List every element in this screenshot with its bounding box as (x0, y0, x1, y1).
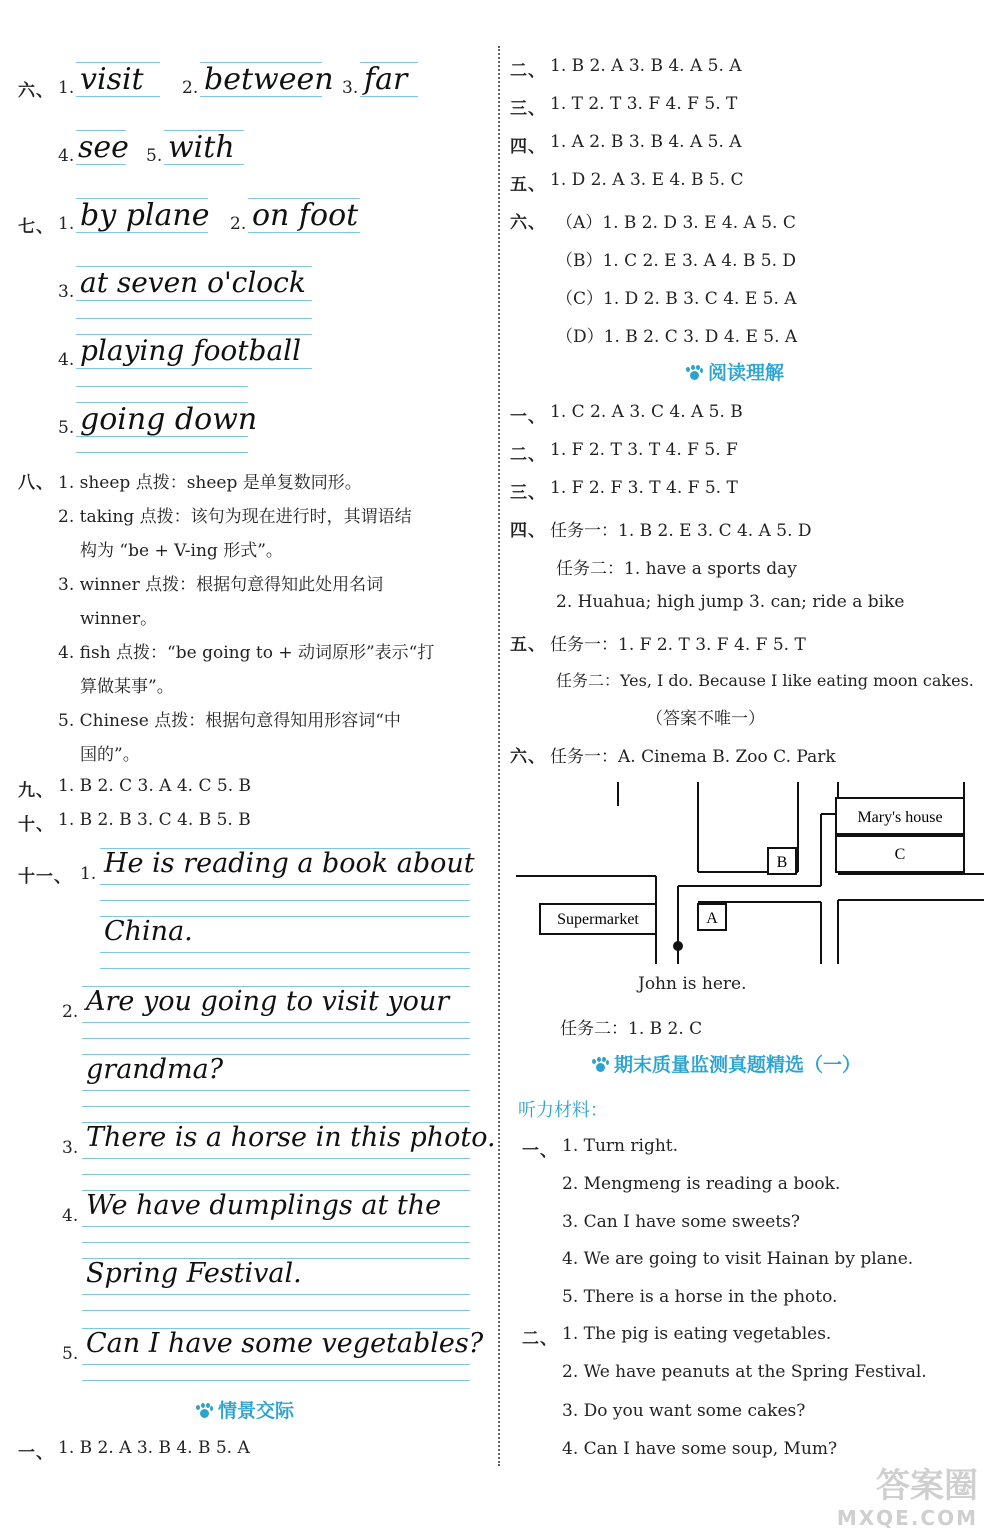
marys-house-label: Mary's house (857, 809, 943, 826)
reading-section-5-label: 五、 (510, 635, 546, 655)
handwritten-answer: on foot (252, 198, 359, 233)
handwritten-answer: see (78, 130, 129, 165)
explanation-line: winner。 (80, 609, 158, 629)
john-location-marker (673, 941, 683, 951)
scene-section-1-label: 一、 (18, 1443, 54, 1463)
item-number: 1. (58, 214, 75, 234)
reading-section-1-label: 一、 (510, 407, 546, 427)
writing-rule (82, 1294, 470, 1295)
answer-row: 1. T 2. T 3. F 4. F 5. T (550, 94, 738, 114)
item-number: 5. (62, 1344, 79, 1364)
answer-row: 1. F 2. T 3. T 4. F 5. F (550, 440, 738, 460)
answer-row: 任务一：A. Cinema B. Zoo C. Park (550, 747, 836, 767)
handwritten-answer: Spring Festival. (86, 1258, 302, 1289)
handwritten-answer: going down (80, 402, 258, 437)
answer-row: 2. Huahua; high jump 3. can; ride a bike (556, 592, 905, 612)
item-number: 5. (146, 146, 163, 166)
listening-material-label: 听力材料： (518, 1100, 608, 1121)
writing-rule (76, 318, 312, 319)
writing-rule (82, 1174, 470, 1175)
watermark-top: 答案圈 (876, 1466, 978, 1506)
listening-line: 1. The pig is eating vegetables. (562, 1324, 832, 1344)
section-4-label: 四、 (510, 137, 546, 157)
listening-section-1-label: 一、 (522, 1141, 558, 1161)
item-number: 4. (58, 146, 75, 166)
listening-line: 3. Do you want some cakes? (562, 1401, 806, 1421)
section-3-label: 三、 (510, 99, 546, 119)
listening-line: 2. We have peanuts at the Spring Festival. (562, 1362, 927, 1382)
section-2-label: 二、 (510, 61, 546, 81)
explanation-line: 3. winner 点拨：根据句意得知此处用名词 (58, 575, 384, 595)
handwritten-answer: at seven o'clock (80, 266, 306, 299)
item-number: 2. (62, 1002, 79, 1022)
reading-section-6-label: 六、 (510, 747, 546, 767)
section-header-title: 情景交际 (218, 1400, 295, 1422)
handwritten-answer: grandma? (86, 1054, 224, 1085)
section-10-label: 十、 (18, 815, 54, 835)
handwritten-answer: playing football (80, 334, 302, 367)
section-6-label: 六、 (510, 213, 546, 233)
answer-note: （答案不唯一） (646, 709, 765, 729)
explanation-line: 国的”。 (80, 745, 140, 765)
column-divider (498, 46, 500, 1466)
writing-rule (82, 1226, 470, 1227)
writing-rule (82, 1022, 470, 1023)
listening-line: 2. Mengmeng is reading a book. (562, 1174, 841, 1194)
writing-rule (76, 452, 248, 453)
section-header-scene (196, 1396, 294, 1423)
writing-rule (100, 952, 470, 953)
reading-section-4-label: 四、 (510, 521, 546, 541)
listening-line: 4. Can I have some soup, Mum? (562, 1439, 838, 1459)
building-b-label: B (776, 854, 788, 871)
section-7-label: 七、 (18, 217, 54, 237)
explanation-line: 算做某事”。 (80, 677, 174, 697)
section-header-title: 阅读理解 (708, 362, 785, 384)
answer-row: 1. B 2. C 3. A 4. C 5. B (58, 776, 252, 796)
handwritten-answer: China. (104, 916, 193, 947)
answer-row: 任务一：1. F 2. T 3. F 4. F 5. T (550, 635, 806, 655)
answer-row: 1. B 2. B 3. C 4. B 5. B (58, 810, 251, 830)
writing-rule (82, 1380, 470, 1381)
writing-rule (76, 368, 312, 369)
reading-section-2-label: 二、 (510, 445, 546, 465)
answer-row: （A）1. B 2. D 3. E 4. A 5. C (556, 213, 796, 233)
answer-row: 1. B 2. A 3. B 4. A 5. A (550, 56, 742, 76)
answer-row: 1. A 2. B 3. B 4. A 5. A (550, 132, 742, 152)
writing-rule (82, 1090, 470, 1091)
handwritten-answer: visit (80, 62, 144, 97)
answer-row: 任务二：1. B 2. C (560, 1019, 703, 1039)
item-number: 3. (58, 282, 75, 302)
explanation-line: 5. Chinese 点拨：根据句意得知用形容词“中 (58, 711, 401, 731)
answer-row: 1. D 2. A 3. E 4. B 5. C (550, 170, 744, 190)
paw-icon (686, 365, 702, 381)
writing-rule (82, 1364, 470, 1365)
answer-row: 任务二：1. have a sports day (556, 559, 797, 579)
section-5-label: 五、 (510, 175, 546, 195)
explanation-line: 4. fish 点拨：“be going to + 动词原形”表示“打 (58, 643, 435, 663)
writing-rule (100, 900, 470, 901)
item-number: 2. (182, 78, 199, 98)
answer-row: 1. F 2. F 3. T 4. F 5. T (550, 478, 738, 498)
writing-rule (82, 1310, 470, 1311)
listening-line: 1. Turn right. (562, 1136, 679, 1156)
handwritten-answer: There is a horse in this photo. (86, 1122, 496, 1153)
explanation-line: 1. sheep 点拨：sheep 是单复数同形。 (58, 473, 362, 493)
answer-row: 任务一：1. B 2. E 3. C 4. A 5. D (550, 521, 812, 541)
handwritten-answer: far (364, 62, 408, 97)
item-number: 3. (342, 78, 359, 98)
section-8-label: 八、 (18, 473, 54, 493)
section-header-title: 期末质量监测真题精选（一） (614, 1054, 862, 1076)
listening-line: 4. We are going to visit Hainan by plane. (562, 1249, 914, 1269)
writing-rule (82, 1242, 470, 1243)
handwritten-answer: between (204, 62, 334, 97)
answer-row: （B）1. C 2. E 3. A 4. B 5. D (556, 251, 797, 271)
listening-line: 3. Can I have some sweets? (562, 1212, 800, 1232)
section-header-exam (592, 1050, 861, 1077)
watermark (837, 1466, 978, 1530)
writing-rule (100, 968, 470, 969)
section-11-label: 十一、 (18, 867, 72, 887)
item-number: 2. (230, 214, 247, 234)
answer-row: 任务二：Yes, I do. Because I like eating moon cakes. (556, 671, 974, 690)
answer-row: 1. B 2. A 3. B 4. B 5. A (58, 1438, 250, 1458)
writing-rule (82, 1038, 470, 1039)
building-a-label: A (706, 910, 718, 927)
writing-rule (76, 300, 312, 301)
writing-rule (100, 884, 470, 885)
item-number: 1. (80, 864, 97, 884)
paw-icon (196, 1403, 212, 1419)
handwritten-answer: We have dumplings at the (86, 1190, 442, 1221)
section-header-reading (686, 358, 784, 385)
watermark-bottom: MXQE.COM (836, 1506, 978, 1530)
section-6-label: 六、 (18, 81, 54, 101)
street-map (506, 776, 986, 976)
answer-row: 1. C 2. A 3. C 4. A 5. B (550, 402, 743, 422)
handwritten-answer: Can I have some vegetables? (86, 1328, 484, 1359)
building-c-label: C (894, 846, 906, 863)
handwritten-answer: He is reading a book about (104, 848, 475, 879)
item-number: 4. (58, 350, 75, 370)
item-number: 3. (62, 1138, 79, 1158)
supermarket-label: Supermarket (557, 911, 639, 928)
item-number: 4. (62, 1206, 79, 1226)
reading-section-3-label: 三、 (510, 483, 546, 503)
writing-rule (82, 1106, 470, 1107)
answer-row: （C）1. D 2. B 3. C 4. E 5. A (556, 289, 797, 309)
listening-line: 5. There is a horse in the photo. (562, 1287, 838, 1307)
handwritten-answer: with (168, 130, 235, 165)
john-location-caption: John is here. (638, 974, 747, 994)
item-number: 1. (58, 78, 75, 98)
explanation-line: 构为 “be + V-ing 形式”。 (80, 541, 283, 561)
handwritten-answer: by plane (80, 198, 210, 233)
handwritten-answer: Are you going to visit your (86, 986, 450, 1017)
explanation-line: 2. taking 点拨：该句为现在进行时，其谓语结 (58, 507, 412, 527)
writing-rule (82, 1158, 470, 1159)
item-number: 5. (58, 418, 75, 438)
listening-section-2-label: 二、 (522, 1329, 558, 1349)
writing-rule (76, 386, 248, 387)
answer-row: （D）1. B 2. C 3. D 4. E 5. A (556, 327, 798, 347)
section-9-label: 九、 (18, 781, 54, 801)
paw-icon (592, 1057, 608, 1073)
